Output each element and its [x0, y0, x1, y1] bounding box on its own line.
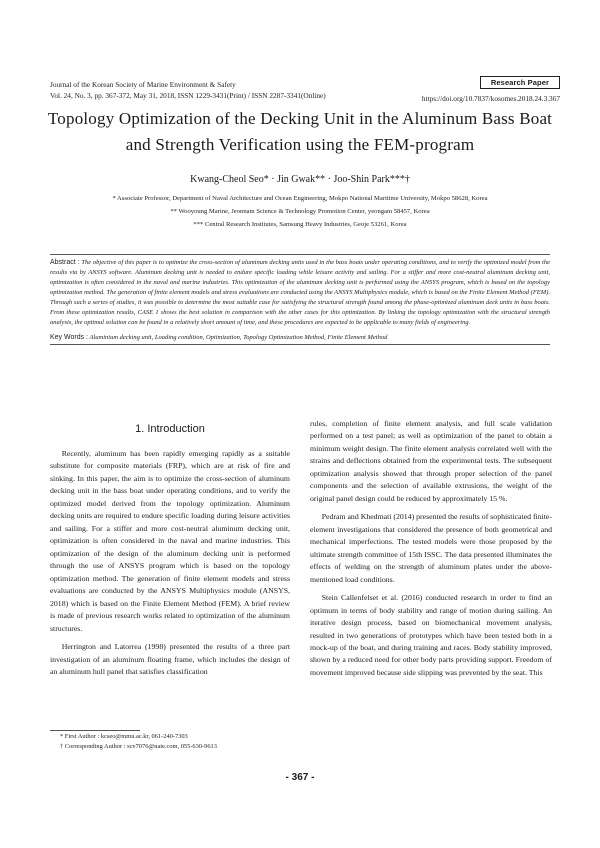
section-heading-introduction: 1. Introduction [135, 423, 205, 435]
keywords-text: Aluminium decking unit, Loading condition, Optimization, Topology Optimization Method, Finite Element Method [89, 334, 388, 342]
paragraph: Stein Callenfelset et al. (2016) conducted research in order to find an optimum in terms of body stability and range of motion during sailing. An iterative design process, based on biomechanical movement analysis, resulted in two generations of prototypes which have been tested both in a mock-up of the boat, and during training and races. Body stability improved, shown by a reduced need for other body parts providing support. Freedom of movement improved because side slipping was prevented by the seat. This [310, 593, 552, 677]
footnote-corresponding-author: † Corresponding Author : scv7076@nate.com, 055-630-9613 [60, 743, 217, 750]
title-line-2: and Strength Verification using the FEM-program [125, 135, 475, 155]
paragraph: Recently, aluminum has been rapidly emerging rapidly as a suitable substitute for composite materials (FRP), which are at risk of fire and sinking. In this paper, the aim is to optimize the cross-section of aluminum decking unit in the bass boat under operating conditions, and to verify the optimized model derived from the topology optimization. Aluminum decking units are required to endure specific loading during leisure activities and sailing. For a stiffer and more cost-neutral aluminum decking unit, optimization is often considered in the naval and marine industries. This optimization of the design of the aluminum decking unit is performed through the use of ANSYS program which is based on the topology optimization method. The generation of finite element models and stress evaluations are conducted by the ANSYS Multiphysics module (ANSYS, 2018) which is based on the Finite Element Method (FEM). A brief review is made of previous research works related to optimization of the aluminum structures. [50, 449, 290, 633]
left-column [50, 448, 290, 684]
paragraph: rules, completion of finite element analysis, and full scale validation performed on a test panel; as well as optimization of the panel to obtain a minimum weight design. The finite element analysis correlated well with the strains and deflections obtained from the experimental tests. The subsequent optimization analysis showed that through proper selection of the panel components and the selection of available extrusions, the weight of the original panel design could be reduced by approximately 15 %. [310, 419, 552, 503]
author-list: Kwang-Cheol Seo* · Jin Gwak** · Joo-Shin Park***† [190, 174, 410, 185]
abstract-text: The objective of this paper is to optimize the cross-section of aluminum decking units used in the bass boats under operating conditions, and to verify the optimized model from the results via by ANSYS software. Aluminum decking unit is needed to endure specific loading while leisure activity and sailing. For a stiffer and more cost-neutral aluminum decking unit, optimization is often considered in the naval and marine industries. This optimization of the aluminum decking unit is performed using the ANSYS program, which is based on the topology optimization method. The generation of finite element models and stress evaluations are conducted using the ANSYS Multiphysics module, which is based on the Finite Element Method (FEM). Through such a series of studies, it was possible to determine the most suitable case for satisfying the structural strength found among the phase-optimized aluminum deck units in bass boats. From these optimization results, CASE 1 shows the best solution in comparison with the other cases for this optimization. By linking the topology optimization with the structural strength analysis, the optimal solution can be found in a relatively short amount of time, and these procedures are expected to be applicable to many fields of engineering. [50, 259, 550, 327]
page-number: - 367 - [285, 772, 315, 783]
footnote-divider [50, 730, 140, 731]
affiliation-1: * Associate Professor, Department of Naval Architecture and Ocean Engineering, Mokpo National Maritime University, Mokpo 58628, Korea [112, 195, 488, 202]
keywords-label: Key Words : [50, 334, 88, 342]
title-line-1: Topology Optimization of the Decking Unit in the Aluminum Bass Boat [47, 109, 553, 128]
doi-link[interactable]: https://doi.org/10.7837/kosomes.2018.24.3.367 [421, 94, 560, 103]
paper-type-badge: Research Paper [480, 76, 560, 89]
journal-name: Journal of the Korean Society of Marine Environment & Safety [50, 80, 236, 89]
affiliation-3: *** Central Research Institutes, Samsung Heavy Industries, Geoje 53261, Korea [193, 221, 407, 228]
right-column [310, 418, 552, 685]
volume-line: Vol. 24, No. 3, pp. 367-372, May 31, 2018, ISSN 1229-3431(Print) / ISSN 2287-3341(Online) [50, 90, 326, 100]
abstract-label: Abstract : [50, 259, 80, 266]
keywords [50, 334, 550, 341]
abstract [50, 258, 550, 328]
abstract-section [50, 254, 550, 345]
paragraph: Pedram and Khedmati (2014) presented the results of sophisticated finite-element investigations that considered the presence of both geometrical and mechanical imperfections. The tested models were those proposed by the ultimate strength committee of 15th ISSC. The data presented illuminates the effects of welding on the strength of aluminum plates under the above-mentioned load conditions. [310, 512, 552, 584]
paper-title [20, 106, 580, 159]
paragraph: Herrington and Latorrea (1998) presented the results of a three part investigation of an aluminum floating frame, which includes the design of an aluminum hull panel that satisfies classification [50, 642, 290, 676]
affiliation-2: ** Wooyoung Marine, Jeonnam Science & Technology Promotion Center, yeongam 58457, Korea [170, 208, 430, 215]
footnote-first-author: * First Author : kcseo@mmu.ac.kr, 061-240-7303 [60, 733, 188, 740]
journal-header [50, 80, 326, 101]
